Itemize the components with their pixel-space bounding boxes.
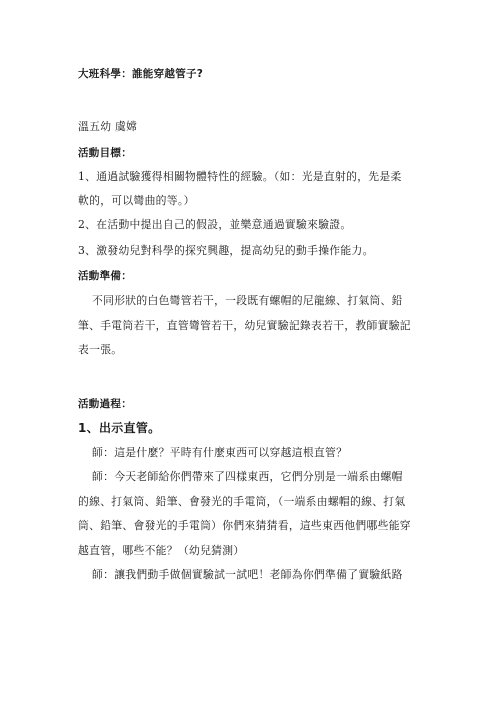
goal-item: 2、在活動中提出自己的假設，並樂意通過實驗來驗證。	[78, 218, 352, 231]
process-line: 筒、鉛筆、會發光的手電筒）你們來猜猜看，這些東西他們哪些能穿	[78, 519, 411, 532]
process-line: 的線、打氣筒、鉛筆、會發光的手電筒，（一端系由螺帽的線、打氣	[78, 495, 406, 508]
goal-item: 1、通過試驗獲得相關物體特性的經驗。（如：光是直射的，先是柔	[78, 170, 402, 183]
step-heading: 1、出示直管。	[78, 421, 161, 435]
prep-line: 不同形狀的白色彎管若干，一段既有螺帽的尼龍線、打氣筒、鉛	[92, 294, 403, 307]
process-line: 師：今天老師給你們帶來了四樣東西，它們分別是一端系由螺帽	[92, 470, 403, 483]
goals-heading: 活動目標：	[78, 147, 132, 159]
prep-heading: 活動準備：	[78, 270, 132, 282]
goal-item: 3、激發幼兒對科學的探究興趣，提高幼兒的動手操作能力。	[78, 244, 374, 257]
process-heading: 活動過程：	[78, 398, 132, 410]
prep-line: 筆、手電筒若干，直管彎管若干，幼兒實驗記錄表若干，教師實驗記	[78, 319, 411, 332]
goal-item: 軟的，可以彎曲的等。）	[78, 194, 195, 207]
process-line: 師：這是什麼？平時有什麼東西可以穿越這根直管？	[92, 446, 348, 459]
author-line: 溫五幼 虞嫦	[78, 120, 138, 133]
process-line: 師：讓我們動手做個實驗試一試吧！老師為你們準備了實驗紙路	[92, 568, 403, 581]
document-title: 大班科學：誰能穿越管子?	[78, 68, 204, 80]
process-line: 越直管，哪些不能？（幼兒猜測）	[78, 544, 245, 557]
prep-line: 表一張。	[78, 343, 123, 356]
